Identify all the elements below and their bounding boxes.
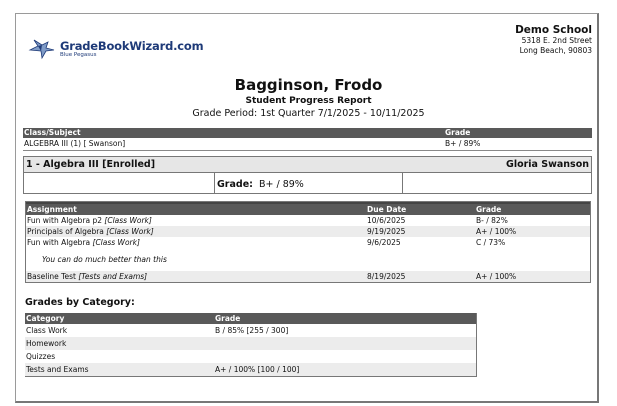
category-grade-col-header: Grade [215,314,241,323]
course-grade-label: Grade: [217,179,253,190]
assignment-comment-row [26,248,590,271]
logo-title: GradeBookWizard.com [60,38,204,53]
course-title: 1 - Algebra III [Enrolled] [26,159,156,170]
categories-title: Grades by Category: [25,297,135,308]
due-date-col-header: Due Date [367,205,407,214]
student-name: Bagginson, Frodo [234,76,383,94]
category-grade: B / 85% [255 / 300] [215,326,289,335]
assignment-comment: You can do much better than this [42,255,167,264]
table-row [25,350,476,363]
class-summary-row [23,139,592,151]
class-subject-header: Class/Subject [24,128,81,137]
assignment-grade: B- / 82% [476,216,508,225]
grade-col-header: Grade [476,205,502,214]
categories-header [25,313,476,324]
class-subject: ALGEBRA III (1) [ Swanson] [24,139,126,148]
assignment-col-header: Assignment [27,205,77,214]
due-date: 8/19/2025 [367,272,406,281]
table-row [25,337,476,350]
category-name: Homework [26,339,67,348]
course-teacher: Gloria Swanson [506,159,589,170]
assignment-name: Principals of Algebra [Class Work] [27,227,154,236]
class-grade-header: Grade [445,128,471,137]
table-row [26,215,590,226]
class-summary-header [23,128,592,138]
course-grade-row [23,173,592,194]
assignments-header [26,202,590,215]
school-address-line1: 5318 E. 2nd Street [521,36,592,45]
school-name: Demo School [515,24,592,36]
due-date: 9/6/2025 [367,238,401,247]
class-grade: B+ / 89% [445,139,481,148]
school-address-line2: Long Beach, 90803 [519,46,592,55]
categories-table [25,313,477,377]
category-col-header: Category [26,314,65,323]
table-row [25,324,476,337]
grade-period: Grade Period: 1st Quarter 7/1/2025 - 10/11/2025 [192,108,425,119]
due-date: 10/6/2025 [367,216,406,225]
table-row [26,237,590,248]
logo [28,36,203,60]
table-row [26,226,590,237]
category-name: Tests and Exams [26,365,89,374]
pegasus-logo-icon [28,36,58,60]
due-date: 9/19/2025 [367,227,406,236]
course-header [23,156,592,173]
course-grade-cell [214,173,403,193]
category-name: Quizzes [26,352,56,361]
assignment-name: Fun with Algebra p2 [Class Work] [27,216,152,225]
assignment-grade: C / 73% [476,238,506,247]
school-info [515,24,592,56]
course-grade-value: B+ / 89% [258,179,304,190]
logo-subtitle: Blue Pegasus [60,51,97,58]
table-row [26,271,590,282]
assignment-grade: A+ / 100% [476,272,517,281]
category-grade: A+ / 100% [100 / 100] [215,365,300,374]
category-name: Class Work [26,326,68,335]
assignments-table [25,201,591,283]
table-row [25,363,476,376]
assignment-name: Fun with Algebra [Class Work] [27,238,140,247]
report-title: Student Progress Report [245,96,372,106]
assignment-grade: A+ / 100% [476,227,517,236]
assignment-name: Baseline Test [Tests and Exams] [27,272,148,281]
